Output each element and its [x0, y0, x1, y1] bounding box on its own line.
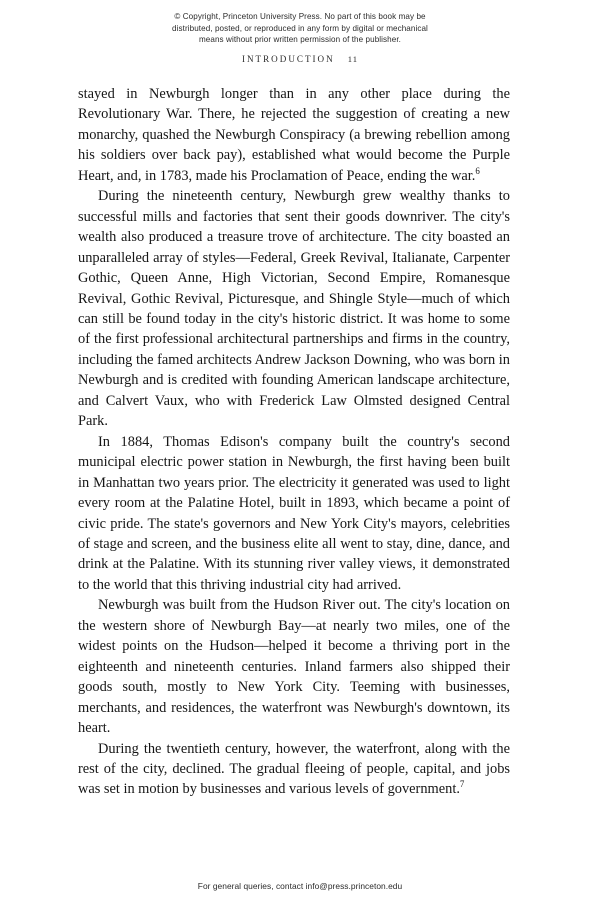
running-head-title: INTRODUCTION [241, 54, 335, 64]
body-paragraph: During the nineteenth century, Newburgh grew wealthy thanks to successful mills and factories that sent their goods downriver. The city's wealth also produced a treasure trove of architecture. The city boasted an unparalleled array of styles—Federal, Greek Revival, Italianate, Carpenter Gothic, Queen Anne, High Victorian, Second Empire, Romanesque Revival, Gothic Revival, Picturesque, and Shingle Style—much of which can still be found today in the city's historic district. It was home to some of the first professional architectural partnerships and firms in the country, including the famed architects Andrew Jackson Downing, who was born in Newburgh and is credited with founding American landscape architecture, and Calvert Vaux, who with Frederick Law Olmsted designed Central Park. [78, 188, 510, 430]
copyright-notice [0, 11, 600, 46]
copyright-notice-line-3: means without prior written permission of the publisher. [198, 35, 402, 45]
body-paragraph: During the twentieth century, however, the waterfront, along with the rest of the city, declined. The gradual fleeing of people, capital, and jobs was set in motion by businesses and various levels of government.$^7$ [78, 740, 510, 798]
body-paragraph: Newburgh was built from the Hudson River out. The city's location on the western shore of Newburgh Bay—at nearly two miles, one of the widest points on the Hudson—helped it become a thriving port in the eighteenth and nineteenth centuries. Inland farmers also shipped their goods south, mostly to New York City. Teeming with businesses, merchants, and residences, the waterfront was Newburgh's downtown, its heart. [78, 597, 510, 737]
page-number: 11 [347, 54, 359, 64]
footnote-marker: 6 [475, 166, 480, 177]
footnote-marker: 7 [459, 779, 465, 790]
body-paragraph: In 1884, Thomas Edison's company built the country's second municipal electric power station in Newburgh, the first having been built in Manhattan two years prior. The electricity it generated was used to light every room at the Palatine Hotel, built in 1893, which became a point of civic pride. The state's governors and New York City's mayors, celebrities of stage and screen, and the business elite all went to stay, dine, dance, and drink at the Palatine. With its stunning river valley views, it demonstrated to the world that this thriving industrial city had arrived. [78, 433, 510, 593]
running-head [0, 54, 600, 64]
footer-general-queries: For general queries, contact info@press.princeton.edu [197, 881, 403, 891]
copyright-notice-line-1: © Copyright, Princeton University Press. No part of this book may be [174, 12, 426, 21]
copyright-notice-line-2: distributed, posted, or reproduced in any form by digital or mechanical [172, 23, 428, 33]
body-paragraph: stayed in Newburgh longer than in any other place during the Revolutionary War. There, he rejected the suggestion of creating a new monarchy, quashed the Newburgh Conspiracy (a brewing rebellion among his soldiers over back pay), established what would become the Purple Heart, and, in 1783, made his Proclamation of Peace, ending the war.$^6$ [78, 86, 510, 184]
body-text-column [78, 84, 510, 800]
